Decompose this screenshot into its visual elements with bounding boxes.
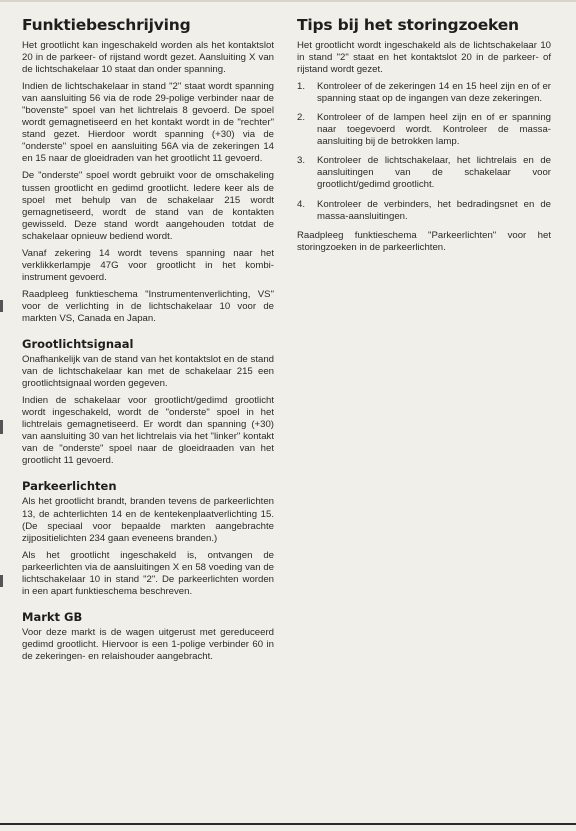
section-title-tips: Tips bij het storingzoeken [297,16,519,34]
section-title-markt-gb: Markt GB [22,609,83,624]
paragraph: Als het grootlicht ingeschakeld is, ontvangen de parkeerlichten via de aansluitingen X en 58 voeding van de lichtschakelaar 10 in stand "2". De parkeerlichten worden in een apart funktieschema beschreven. [22,549,274,597]
section-title-funktiebeschrijving: Funktiebeschrijving [22,16,191,34]
paragraph: Als het grootlicht brandt, branden tevens de parkeerlichten 13, de achterlichten 14 en de kentekenplaatverlichting 15. (De speciaal voor bepaalde markten aangebrachte zijpositielichten 234 gaan eveneens branden.) [22,496,274,544]
section-title-parkeerlichten: Parkeerlichten [22,479,117,494]
troubleshooting-steps [297,81,551,222]
paragraph: De "onderste" spoel wordt gebruikt voor de omschakeling tussen grootlicht en gedimd grootlicht. Iedere keer als de spoel met behulp van de schakelaar 215 wordt gemagnetiseerd, wordt de stand van de kontakten gewisseld. Deze stand wordt aangehouden totdat de schakelaar opnieuw bediend wordt. [22,170,274,242]
outro-paragraph: Raadpleeg funktieschema "Parkeerlichten" voor het storingzoeken in de parkeerlichten. [297,229,551,253]
paragraph: Vanaf zekering 14 wordt tevens spanning naar het verklikkerlampje 47G voor grootlicht in het kombi-instrument gevoerd. [22,247,274,283]
step-number: 2. [297,112,306,124]
right-column [297,16,551,259]
left-column [22,16,274,668]
intro-paragraph: Het grootlicht wordt ingeschakeld als de lichtschakelaar 10 in stand "2" staat en het kontaktslot 20 in de parkeer- of rijstand wordt gezet. [297,40,551,76]
step-number: 4. [297,198,306,210]
step-text: Kontroleer of de zekeringen 14 en 15 heel zijn en of er spanning staat op de ingangen van deze zekeringen. [317,81,551,105]
paragraph: Onafhankelijk van de stand van het kontaktslot en de stand van de lichtschakelaar kan met de schakelaar 215 een grootlichtsignaal worden gegeven. [22,354,274,390]
paragraph: Indien de lichtschakelaar in stand "2" staat wordt spanning van aansluiting 56 via de rode 29-polige verbinder naar de "bovenste" spoel van het lichtrelais 8 gevoerd. De spoel wordt gemagnetiseerd en het kontakt wordt in de "rechter" stand gezet. Hierdoor wordt spanning (+30) via de "onderste" spoel en aansluiting 56A via de zekeringen 14 en 15 naar de gloeidraden van het grootlicht 11 gevoerd. [22,81,274,165]
paragraph: Indien de schakelaar voor grootlicht/gedimd grootlicht wordt ingeschakeld, wordt de "onderste" spoel in het lichtrelais gemagnetiseerd. Er wordt dan spanning (+30) van aansluiting 30 van het lichtrelais via het "linker" kontakt van de "onderste" spoel naar de gloeidraaden van het grootlicht 11 gevoerd. [22,395,274,467]
list-item [297,155,551,191]
list-item [297,112,551,148]
binding-mark [0,300,3,312]
binding-mark [0,420,3,434]
binding-mark [0,575,3,587]
bottom-rule [0,823,576,825]
step-number: 1. [297,81,306,93]
paragraph: Het grootlicht kan ingeschakeld worden als het kontaktslot 20 in de parkeer- of rijstand wordt gezet. Aansluiting X van de lichtschakelaar 10 staat dan onder spanning. [22,40,274,76]
section-title-grootlichtsignaal: Grootlichtsignaal [22,337,134,352]
step-text: Kontroleer of de lampen heel zijn en of er spanning naar toegevoerd wordt. Kontroleer de massa-aansluiting bij de betrokken lamp. [317,112,551,148]
paragraph: Voor deze markt is de wagen uitgerust met gereduceerd gedimd grootlicht. Hiervoor is een 1-polige verbinder 60 in de zekeringen- en relaishouder aangebracht. [22,626,274,662]
step-number: 3. [297,155,306,167]
step-text: Kontroleer de verbinders, het bedradingsnet en de massa-aansluitingen. [317,198,551,222]
paragraph: Raadpleeg funktieschema "Instrumentenverlichting, VS" voor de verlichting in de lichtschakelaar 10 voor de markten VS, Canada en Japan. [22,288,274,324]
list-item [297,199,551,223]
top-edge [0,0,576,2]
step-text: Kontroleer de lichtschakelaar, het lichtrelais en de aansluitingen van de schakelaar voor grootlicht/gedimd grootlicht. [317,155,551,191]
list-item [297,81,551,105]
